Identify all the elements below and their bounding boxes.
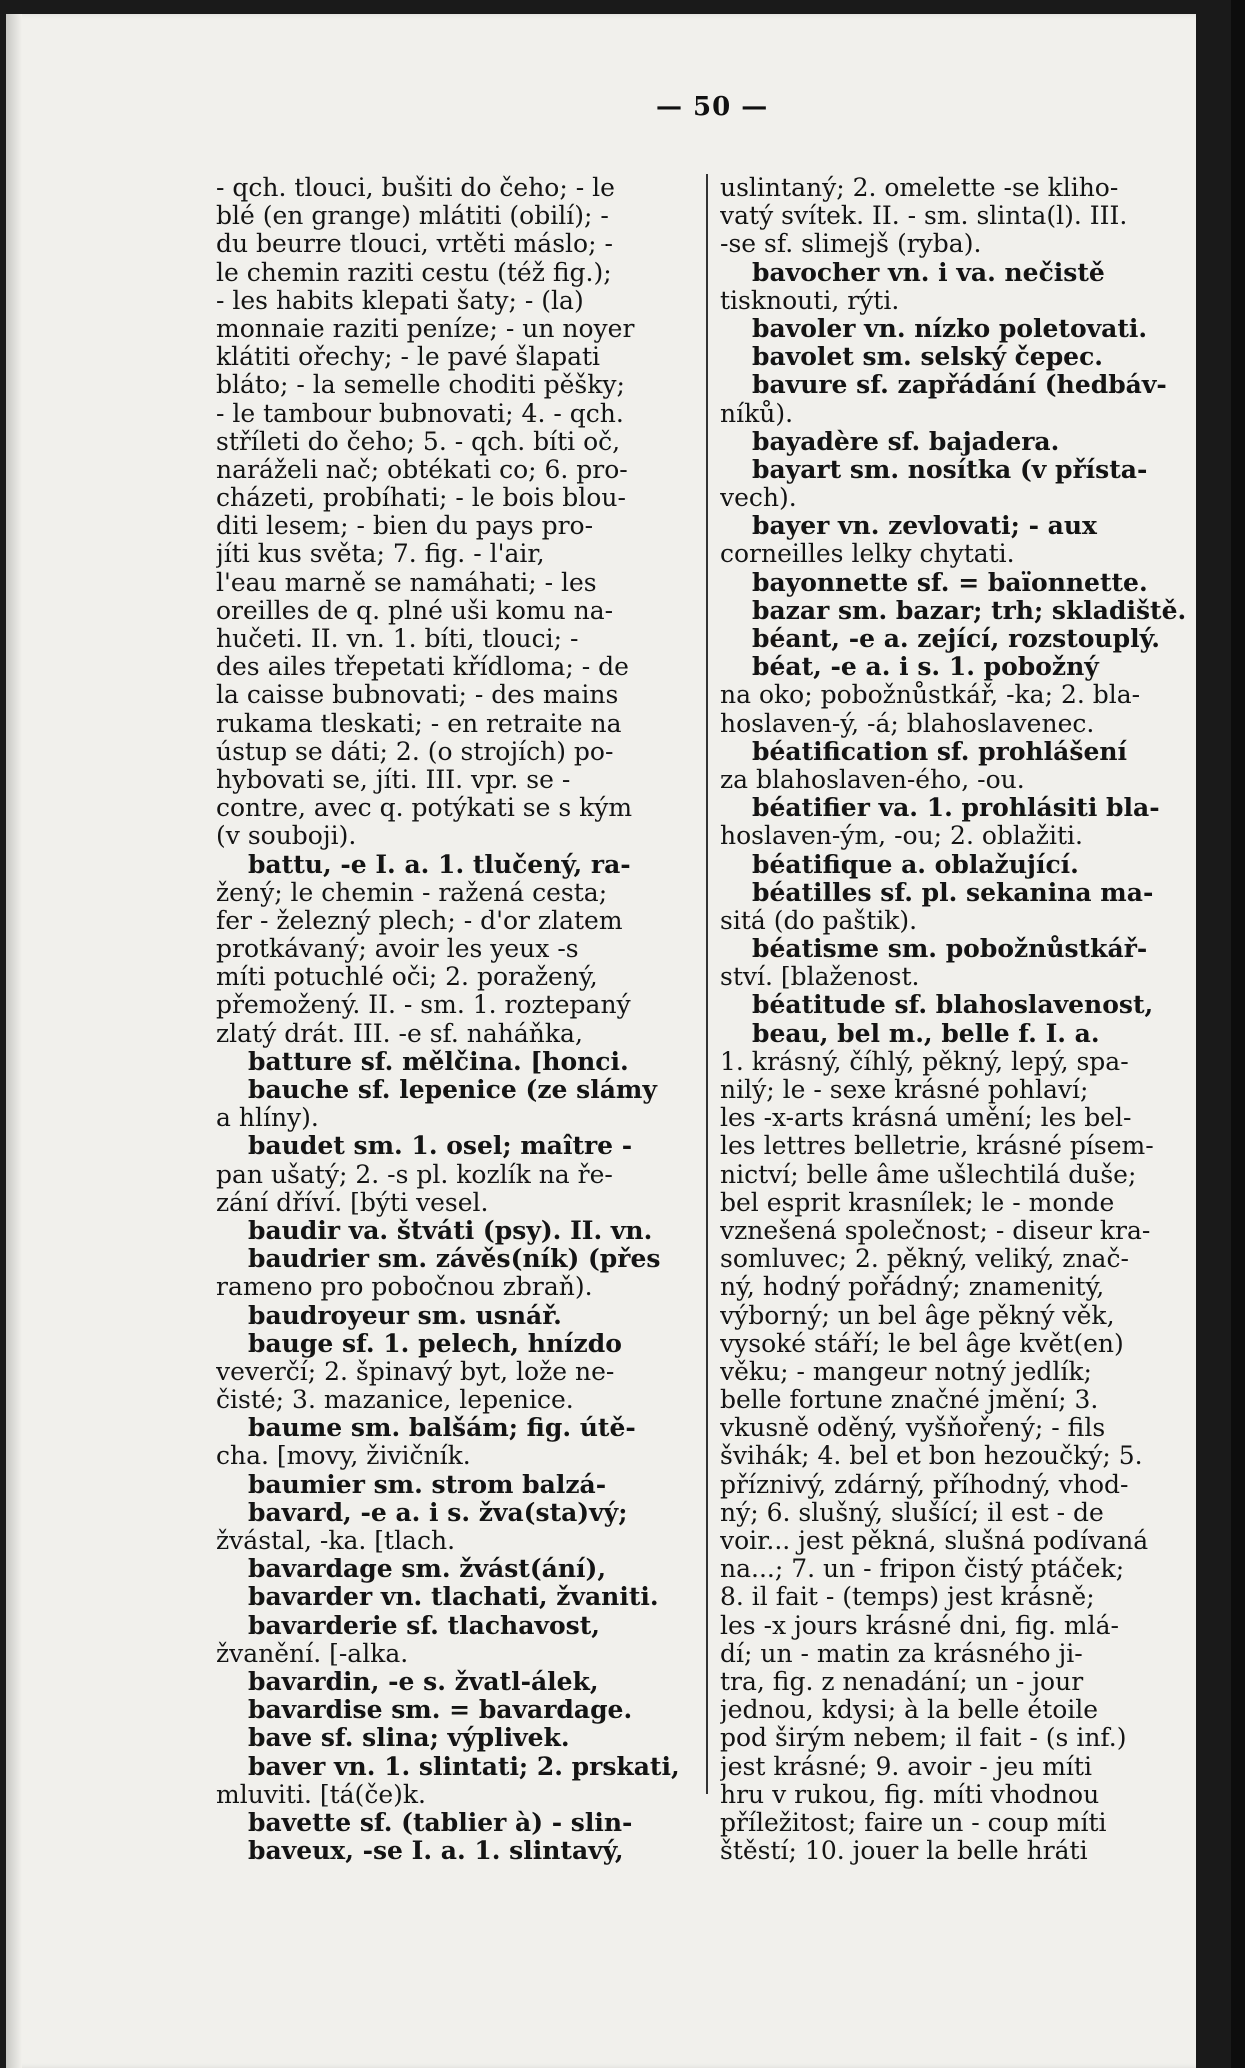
entry-line: příznivý, zdárný, příhodný, vhod-	[720, 1470, 1129, 1499]
entry-line: (v souboji).	[216, 822, 357, 851]
entry-line: somluvec; 2. pěkný, veliký, znač-	[720, 1245, 1129, 1274]
entry-line: žvanění. [-alka.	[216, 1639, 409, 1668]
entry-line: bavarderie sf. tlachavost,	[248, 1611, 600, 1640]
entry-line: mluviti. [tá(če)k.	[216, 1780, 426, 1809]
entry-line: bazar sm. bazar; trh; skladiště.	[752, 596, 1187, 625]
entry-line: nictví; belle âme ušlechtilá duše;	[720, 1160, 1137, 1189]
entry-line: - les habits klepati šaty; - (la)	[216, 286, 584, 315]
entry-line: bavardage sm. žvást(ání),	[248, 1555, 607, 1584]
entry-line: les -x-arts krásná umění; les bel-	[720, 1104, 1132, 1133]
entry-line: bel esprit krasnílek; le - monde	[720, 1188, 1115, 1217]
entry-line: hybovati se, jíti. III. vpr. se -	[216, 765, 571, 794]
entry-line: battu, -e I. a. 1. tlučený, ra-	[248, 850, 631, 879]
entry-line: diti lesem; - bien du pays pro-	[216, 512, 594, 541]
entry-line: příležitost; faire un - coup míti	[720, 1808, 1107, 1837]
scan-edge	[1231, 0, 1245, 2068]
entry-line: bavure sf. zapřádání (hedbáv-	[752, 371, 1167, 400]
entry-line: bayonnette sf. = baïonnette.	[752, 568, 1148, 597]
entry-line: béatifique a. oblažující.	[752, 850, 1079, 879]
entry-line: les lettres belletrie, krásné písem-	[720, 1132, 1154, 1161]
entry-line: baumier sm. strom balzá-	[248, 1470, 607, 1499]
entry-line: čisté; 3. mazanice, lepenice.	[216, 1386, 574, 1415]
page-binding	[6, 14, 22, 2068]
entry-line: hoslaven-ý, -á; blahoslavenec.	[720, 709, 1095, 738]
entry-line: 8. il fait - (temps) jest krásně;	[720, 1583, 1095, 1612]
entry-line: cházeti, probíhati; - le bois blou-	[216, 484, 626, 513]
entry-line: cha. [movy, živičník.	[216, 1442, 471, 1471]
entry-line: - le tambour bubnovati; 4. - qch.	[216, 399, 624, 428]
entry-line: vkusně oděný, vyšňořený; - fils	[720, 1414, 1106, 1443]
entry-line: béat, -e a. i s. 1. pobožný	[752, 653, 1099, 682]
page-number: — 50 —	[656, 92, 769, 122]
entry-line: béatitude sf. blahoslavenost,	[752, 991, 1154, 1020]
entry-line: výborný; un bel âge pěkný věk,	[720, 1301, 1115, 1330]
entry-line: sitá (do paštik).	[720, 906, 918, 935]
entry-line: belle fortune značné jmění; 3.	[720, 1386, 1099, 1415]
entry-line: baver vn. 1. slintati; 2. prskati,	[248, 1752, 680, 1781]
entry-line: monnaie raziti peníze; - un noyer	[216, 314, 635, 343]
entry-line: béant, -e a. zející, rozstouplý.	[752, 625, 1160, 653]
entry-line: bave sf. slina; výplivek.	[248, 1724, 570, 1753]
entry-line: stříleti do čeho; 5. - qch. bíti oč,	[216, 427, 621, 456]
entry-line: bayart sm. nosítka (v přísta-	[752, 455, 1148, 484]
entry-line: vech).	[720, 484, 797, 513]
entry-line: la caisse bubnovati; - des mains	[216, 681, 619, 710]
entry-line: bláto; - la semelle choditi pěšky;	[216, 371, 625, 400]
column-divider	[706, 174, 708, 1794]
entry-line: ný, hodný pořádný; znamenitý,	[720, 1273, 1105, 1302]
entry-line: naráželi nač; obtékati co; 6. pro-	[216, 455, 628, 484]
dictionary-page	[6, 14, 1196, 2068]
entry-line: beau, bel m., belle f. I. a.	[752, 1019, 1100, 1048]
entry-line: les -x jours krásné dni, fig. mlá-	[720, 1611, 1119, 1640]
entry-line: hru v rukou, fig. míti vhodnou	[720, 1780, 1100, 1809]
entry-line: tra, fig. z nenadání; un - jour	[720, 1667, 1084, 1696]
entry-line: zlatý drát. III. -e sf. naháňka,	[216, 1019, 583, 1048]
entry-line: bavardin, -e s. žvatl-álek,	[248, 1667, 599, 1696]
entry-line: vatý svítek. II. - sm. slinta(l). III.	[720, 202, 1128, 231]
entry-line: bavardise sm. = bavardage.	[248, 1696, 633, 1725]
entry-line: na oko; pobožnůstkář, -ka; 2. bla-	[720, 681, 1141, 710]
entry-line: bayer vn. zevlovati; - aux	[752, 512, 1097, 541]
entry-line: des ailes třepetati křídloma; - de	[216, 653, 629, 682]
entry-line: bavette sf. (tablier à) - slin-	[248, 1808, 633, 1837]
entry-line: - qch. tlouci, bušiti do čeho; - le	[216, 174, 615, 202]
entry-line: le chemin raziti cestu (též fig.);	[216, 258, 612, 287]
entry-line: veverčí; 2. špinavý byt, lože ne-	[216, 1357, 615, 1386]
entry-line: bayadère sf. bajadera.	[752, 427, 1060, 456]
entry-line: níků).	[720, 399, 794, 428]
entry-line: zání dříví. [býti vesel.	[216, 1188, 489, 1217]
entry-line: bavolet sm. selský čepec.	[752, 343, 1104, 372]
entry-line: pan ušatý; 2. -s pl. kozlík na ře-	[216, 1160, 613, 1189]
entry-line: nilý; le - sexe krásné pohlaví;	[720, 1076, 1089, 1104]
entry-line: pod širým nebem; il fait - (s inf.)	[720, 1724, 1127, 1753]
entry-line: vysoké stáří; le bel âge květ(en)	[720, 1329, 1124, 1358]
entry-line: štěstí; 10. jouer la belle hráti	[720, 1837, 1088, 1866]
entry-line: hučeti. II. vn. 1. bíti, tlouci; -	[216, 625, 579, 653]
entry-line: hoslaven-ým, -ou; 2. oblažiti.	[720, 822, 1083, 851]
entry-line: bavocher vn. i va. nečistě	[752, 258, 1105, 287]
entry-line: -se sf. slimejš (ryba).	[720, 230, 982, 259]
entry-line: baume sm. balšám; fig. útě-	[248, 1414, 636, 1443]
entry-line: rameno pro pobočnou zbraň).	[216, 1273, 593, 1302]
entry-line: bauge sf. 1. pelech, hnízdo	[248, 1329, 622, 1358]
entry-line: 1. krásný, číhlý, pěkný, lepý, spa-	[720, 1047, 1129, 1076]
entry-line: klátiti ořechy; - le pavé šlapati	[216, 343, 601, 372]
entry-line: fer - železný plech; - d'or zlatem	[216, 906, 623, 935]
entry-line: jednou, kdysi; à la belle étoile	[720, 1696, 1099, 1725]
entry-line: dí; un - matin za krásného ji-	[720, 1639, 1083, 1668]
entry-line: béatification sf. prohlášení	[752, 737, 1128, 766]
entry-line: vznešená společnost; - diseur kra-	[720, 1216, 1151, 1245]
entry-line: béatilles sf. pl. sekanina ma-	[752, 878, 1154, 907]
entry-line: baudet sm. 1. osel; maître -	[248, 1132, 633, 1161]
entry-line: béatisme sm. pobožnůstkář-	[752, 935, 1148, 964]
entry-line: jíti kus světa; 7. fig. - l'air,	[216, 540, 545, 569]
entry-line: věku; - mangeur notný jedlík;	[720, 1357, 1092, 1386]
entry-line: baudir va. štváti (psy). II. vn.	[248, 1216, 653, 1245]
entry-line: tisknouti, rýti.	[720, 286, 900, 315]
entry-line: míti potuchlé oči; 2. poražený,	[216, 963, 598, 992]
entry-line: l'eau marně se namáhati; - les	[216, 568, 597, 597]
entry-line: baudrier sm. závěs(ník) (přes	[248, 1245, 661, 1274]
entry-line: blé (en grange) mlátiti (obilí); -	[216, 202, 609, 231]
entry-line: batture sf. mělčina. [honci.	[248, 1047, 629, 1076]
entry-line: žvástal, -ka. [tlach.	[216, 1527, 456, 1555]
entry-line: baveux, -se I. a. 1. slintavý,	[248, 1837, 624, 1866]
entry-line: ústup se dáti; 2. (o strojích) po-	[216, 737, 614, 766]
left-column	[216, 174, 696, 1865]
entry-line: protkávaný; avoir les yeux -s	[216, 935, 579, 964]
entry-line: švihák; 4. bel et bon hezoučký; 5.	[720, 1442, 1143, 1471]
entry-line: za blahoslaven-ého, -ou.	[720, 765, 1025, 794]
entry-line: rukama tleskati; - en retraite na	[216, 709, 622, 738]
entry-line: žený; le chemin - ražená cesta;	[216, 878, 608, 907]
entry-line: ství. [blaženost.	[720, 963, 920, 992]
entry-line: uslintaný; 2. omelette -se kliho-	[720, 174, 1119, 202]
right-column	[720, 174, 1196, 1865]
entry-line: a hlíny).	[216, 1104, 319, 1133]
entry-line: na...; 7. un - fripon čistý ptáček;	[720, 1555, 1125, 1584]
entry-line: oreilles de q. plné uši komu na-	[216, 596, 614, 625]
entry-line: béatifier va. 1. prohlásiti bla-	[752, 794, 1160, 823]
entry-line: bauche sf. lepenice (ze slámy	[248, 1076, 657, 1104]
entry-line: voir... jest pěkná, slušná podívaná	[720, 1527, 1149, 1555]
entry-line: jest krásné; 9. avoir - jeu míti	[720, 1752, 1092, 1781]
entry-line: corneilles lelky chytati.	[720, 540, 1015, 569]
entry-line: bavoler vn. nízko poletovati.	[752, 314, 1148, 343]
entry-line: du beurre tlouci, vrtěti máslo; -	[216, 230, 613, 259]
entry-line: bavard, -e a. i s. žva(sta)vý;	[248, 1498, 628, 1527]
entry-line: přemožený. II. - sm. 1. roztepaný	[216, 991, 631, 1020]
entry-line: contre, avec q. potýkati se s kým	[216, 794, 633, 823]
entry-line: bavarder vn. tlachati, žvaniti.	[248, 1583, 659, 1612]
entry-line: ný; 6. slušný, slušící; il est - de	[720, 1498, 1104, 1527]
entry-line: baudroyeur sm. usnář.	[248, 1301, 562, 1330]
